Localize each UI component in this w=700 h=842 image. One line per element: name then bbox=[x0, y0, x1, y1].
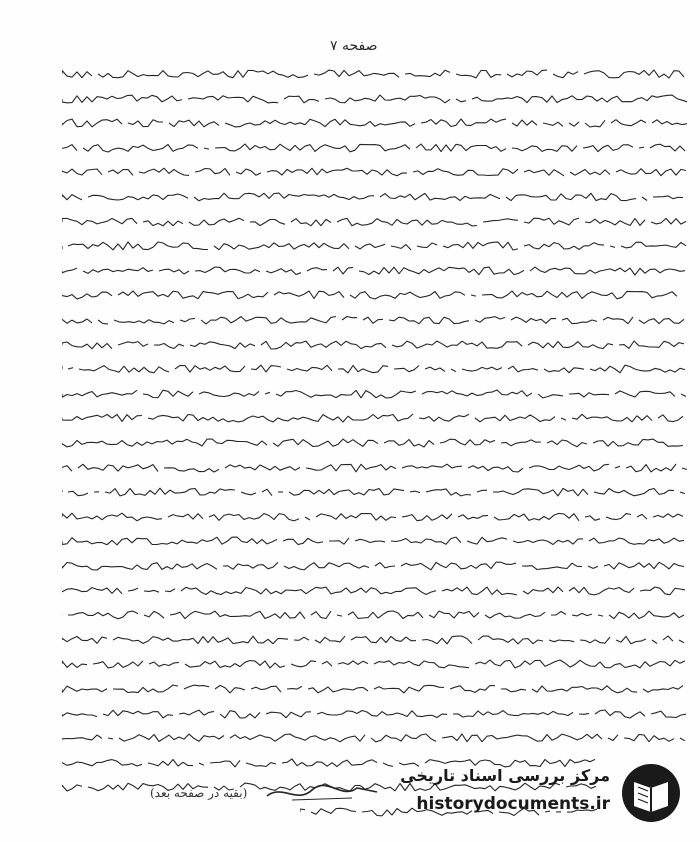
page-number: صفحه ۷ bbox=[330, 38, 378, 54]
book-emblem-icon bbox=[620, 762, 682, 824]
handwritten-line bbox=[62, 509, 688, 523]
handwritten-line bbox=[62, 164, 688, 178]
handwritten-line bbox=[62, 386, 688, 400]
watermark-title: مرکز بررسی اسناد تاریخی bbox=[400, 766, 610, 785]
watermark-url: historydocuments.ir bbox=[416, 794, 610, 814]
handwritten-line bbox=[62, 460, 688, 474]
watermark bbox=[400, 760, 688, 832]
handwritten-line bbox=[62, 361, 688, 375]
handwritten-line bbox=[62, 238, 688, 252]
handwritten-line bbox=[62, 287, 688, 301]
handwritten-line bbox=[62, 189, 688, 203]
handwritten-line bbox=[62, 214, 688, 228]
handwritten-line bbox=[62, 656, 688, 670]
handwritten-line bbox=[62, 681, 688, 695]
handwritten-line bbox=[62, 632, 688, 646]
handwritten-line bbox=[62, 66, 688, 80]
handwritten-line bbox=[62, 140, 688, 154]
continuation-note: (بقیه در صفحه بعد) bbox=[150, 786, 248, 800]
handwritten-line bbox=[62, 583, 688, 597]
handwritten-line bbox=[62, 730, 688, 744]
handwritten-line bbox=[62, 533, 688, 547]
handwritten-line bbox=[62, 115, 688, 129]
handwritten-line bbox=[62, 312, 688, 326]
handwritten-line bbox=[62, 558, 688, 572]
handwritten-line bbox=[62, 337, 688, 351]
handwritten-line bbox=[62, 484, 688, 498]
handwritten-line bbox=[62, 410, 688, 424]
handwritten-line bbox=[62, 706, 688, 720]
handwritten-line bbox=[62, 435, 688, 449]
handwritten-line bbox=[62, 263, 688, 277]
signature-mark bbox=[262, 778, 382, 806]
handwritten-line bbox=[62, 607, 688, 621]
handwritten-line bbox=[62, 91, 688, 105]
